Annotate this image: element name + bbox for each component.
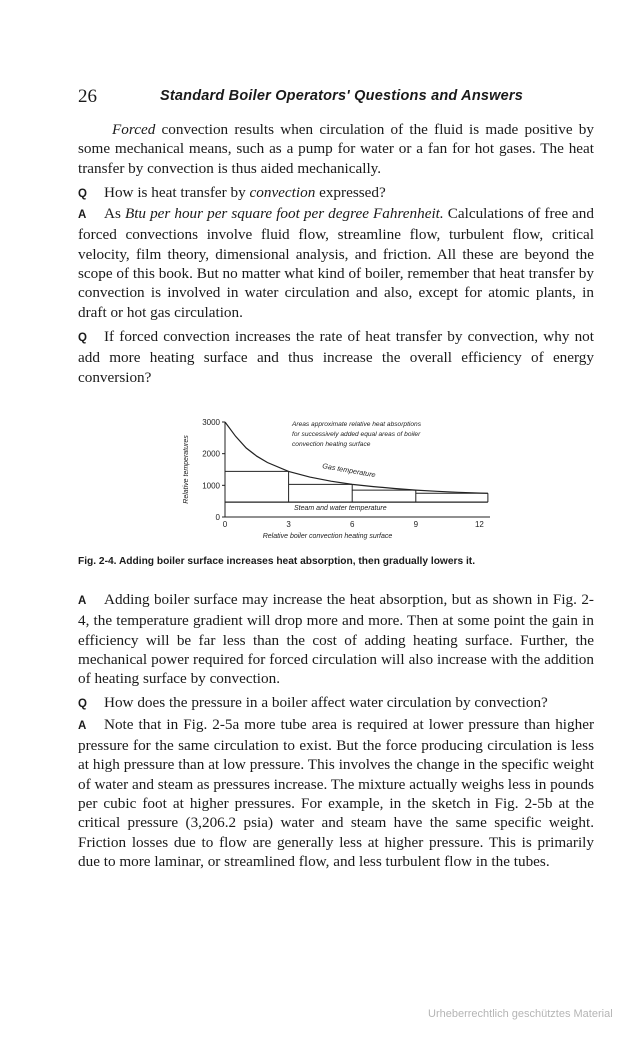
question-pressure-circulation: Q How does the pressure in a boiler affect water circulation by convection? [78, 694, 548, 712]
temperature-chart [170, 414, 500, 544]
x-tick-label: 12 [474, 520, 484, 529]
answer-heating-surface: A Adding boiler surface may increase the heat absorption, but as shown in Fig. 2-4, the temperature gradient will drop more and more. Then at some point the gain in efficiency will be far less than the cost of adding heating surface. Further, the mechanical power required for forced circulation will also increase with the addition of heating surface by convection. [78, 591, 594, 688]
answer-convection-expressed: A As Btu per hour per square foot per degree Fahrenheit. Calculations of free and forced convections involve fluid flow, streamline flow, turbulent flow, critical velocity, film theory, dimensional analysis, and friction. All these are beyond the scope of this book. But no matter what kind of boiler, remember that heat transfer by convection is involved in water circulation and also, except for atomic plants, in draft or hot gas circulation. [78, 205, 594, 321]
y-axis-label: Relative temperatures [183, 435, 190, 504]
area-annotation-line: convection heating surface [292, 441, 371, 448]
paragraph-forced-convection: Forced convection results when circulation of the fluid is made positive by some mechanical means, such as a pump for water or a fan for hot gases. The heat transfer by convection is thus aided mechanically. [78, 121, 594, 177]
running-title: Standard Boiler Operators' Questions and Answers [160, 88, 524, 104]
gas-temperature-label: Gas temperature [321, 461, 377, 480]
answer-pressure-circulation: A Note that in Fig. 2-5a more tube area is required at lower pressure than higher pressure for the same circulation to exist. But the force producing circulation is less at high pressure than at low pressure. This involves the change in the specific weight of water and steam as pressures increase. The mixture actually weighs less in pounds per cubic foot at higher pressures. For example, in the sketch in Fig. 2-5b at the critical pressure (3,206.2 psia) water and steam have the same specific weight. Friction losses due to flow are generally less at higher pressure. This is primarily due to more laminar, or streamlined flow, and less turbulent flow in the tubes. [78, 715, 594, 870]
body-text-upper [78, 120, 594, 387]
x-tick-label: 0 [222, 520, 228, 529]
steam-water-label: Steam and water temperature [294, 505, 387, 512]
y-tick-label: 2000 [202, 449, 220, 459]
page-header [78, 86, 592, 112]
area-annotation-line: Areas approximate relative heat absorptions [292, 421, 422, 428]
x-tick-label: 3 [286, 520, 291, 529]
copyright-watermark: Urheberrechtlich geschütztes Material [428, 1008, 613, 1020]
body-text-lower [78, 590, 594, 871]
page-number: 26 [78, 86, 97, 107]
question-heating-surface: Q If forced convection increases the rate of heat transfer by convection, why not add more heating surface and thus increase the overall efficiency of energy conversion? [78, 327, 594, 386]
y-tick-label: 3000 [202, 418, 220, 427]
x-tick-label: 9 [413, 520, 419, 529]
figure-2-4 [170, 414, 500, 544]
question-convection-expressed: Q How is heat transfer by convection expressed? [78, 183, 386, 201]
y-tick-label: 1000 [202, 481, 220, 491]
area-annotation-line: for successively added equal areas of boiler [292, 431, 421, 438]
x-axis-label: Relative boiler convection heating surface [262, 533, 393, 540]
figure-caption: Fig. 2-4. Adding boiler surface increases heat absorption, then gradually lowers it. [78, 556, 476, 567]
y-tick-label: 0 [215, 513, 220, 522]
x-tick-label: 6 [349, 520, 355, 529]
